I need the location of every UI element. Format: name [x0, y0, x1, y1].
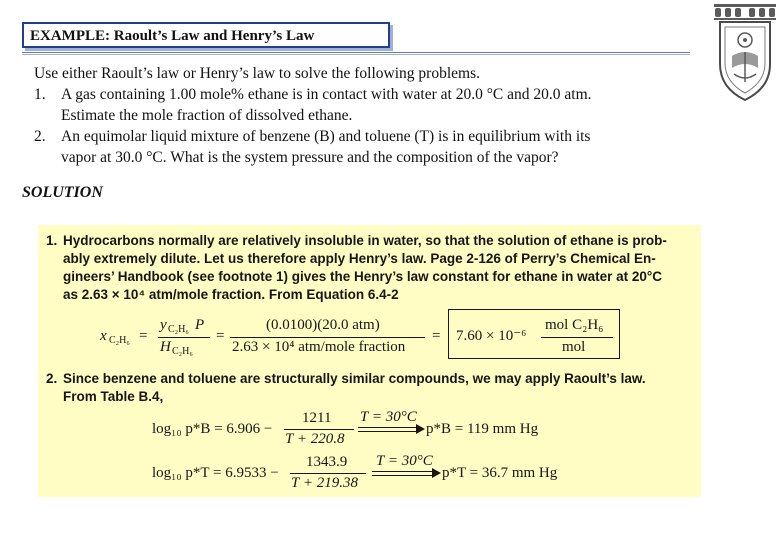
eq-benzene-bar — [284, 429, 354, 430]
solution-panel — [38, 225, 701, 497]
eq-toluene-condition: T = 30°C — [376, 453, 433, 469]
eq1-equals: = — [139, 328, 148, 344]
intro-text: Use either Raoult’s law or Henry’s law to solve the following problems. — [34, 65, 480, 82]
eq-toluene-arrow-line — [372, 475, 434, 476]
solution-part-number: 1. — [46, 233, 58, 248]
problem-line: A gas containing 1.00 mole% ethane is in contact with water at 20.0 °C and 20.0 atm. — [61, 86, 592, 103]
eq-benzene-den: T + 220.8 — [285, 431, 345, 447]
implies-arrow-icon — [432, 468, 441, 478]
eq1-result-unit-den: mol — [562, 339, 586, 355]
eq1-result-value: 7.60 × 10⁻⁶ — [456, 328, 527, 344]
problem-line: vapor at 30.0 °C. What is the system pressure and the composition of the vapor? — [61, 149, 559, 166]
eq-toluene-den: T + 219.38 — [291, 475, 358, 491]
eq-toluene-num: 1343.9 — [306, 454, 348, 470]
problem-line: An equimolar liquid mixture of benzene (B) and toluene (T) is in equilibrium with its — [61, 128, 591, 145]
eq1-frac1-num-sub: C₂H₆ — [168, 324, 189, 335]
university-crest-logo — [712, 2, 778, 104]
title-divider — [22, 52, 690, 53]
eq1-equals: = — [216, 328, 225, 344]
eq-toluene-arrow-line — [372, 471, 434, 472]
eq1-frac1-num-tail: P — [195, 317, 205, 333]
solution-line: From Table B.4, — [63, 389, 164, 404]
eq-benzene-arrow-line — [358, 427, 418, 428]
eq1-result-unit-num: mol C₂H₆ — [545, 317, 604, 333]
eq1-frac1-bar — [158, 337, 210, 338]
eq1-frac2-den: 2.63 × 10⁴ atm/mole fraction — [232, 339, 406, 355]
eq1-lhs-var: x — [100, 328, 107, 344]
eq-benzene-num: 1211 — [302, 410, 332, 426]
solution-line: Since benzene and toluene are structurally similar compounds, we may apply Raoult’s law. — [63, 371, 646, 386]
eq1-frac2-num: (0.0100)(20.0 atm) — [266, 317, 380, 333]
eq-benzene-result: p*B = 119 mm Hg — [426, 421, 539, 437]
problem-line: Estimate the mole fraction of dissolved ethane. — [61, 107, 353, 124]
eq1-frac1-num-var: y — [160, 317, 167, 333]
solution-line: as 2.63 × 10⁴ atm/mole fraction. From Equation 6.4-2 — [63, 287, 399, 302]
eq-toluene-result: p*T = 36.7 mm Hg — [442, 465, 558, 481]
eq-toluene-bar — [290, 473, 366, 474]
eq1-frac1-den-sub: C₂H₆ — [172, 346, 193, 357]
solution-part-number: 2. — [46, 371, 58, 386]
eq1-frac1-den-var: H — [160, 339, 171, 355]
solution-line: gineers’ Handbook (see footnote 1) gives the Henry’s law constant for ethane in water at 20°C — [63, 269, 663, 284]
title-divider-shadow — [22, 54, 690, 55]
solution-line: ably extremely dilute. Let us therefore apply Henry’s law. Page 2-126 of Perry’s Chemical En- — [63, 251, 656, 266]
problem-number: 1. — [34, 86, 46, 103]
eq1-lhs-sub: C₂H₆ — [109, 335, 130, 346]
eq-benzene-arrow-line — [358, 431, 418, 432]
solution-heading: SOLUTION — [22, 184, 103, 201]
eq1-equals: = — [432, 328, 441, 344]
eq-toluene-lhs: log₁₀ p*T = 6.9533 − — [152, 465, 279, 481]
implies-arrow-icon — [416, 424, 425, 434]
solution-line: Hydrocarbons normally are relatively insoluble in water, so that the solution of ethane is prob- — [63, 233, 667, 248]
example-title: EXAMPLE: Raoult’s Law and Henry’s Law — [30, 28, 315, 44]
eq1-result-unit-bar — [541, 337, 613, 338]
eq-benzene-condition: T = 30°C — [360, 409, 417, 425]
example-title-box — [22, 22, 390, 48]
problem-number: 2. — [34, 128, 46, 145]
eq-benzene-lhs: log₁₀ p*B = 6.906 − — [152, 421, 273, 437]
eq1-frac2-bar — [230, 337, 425, 338]
